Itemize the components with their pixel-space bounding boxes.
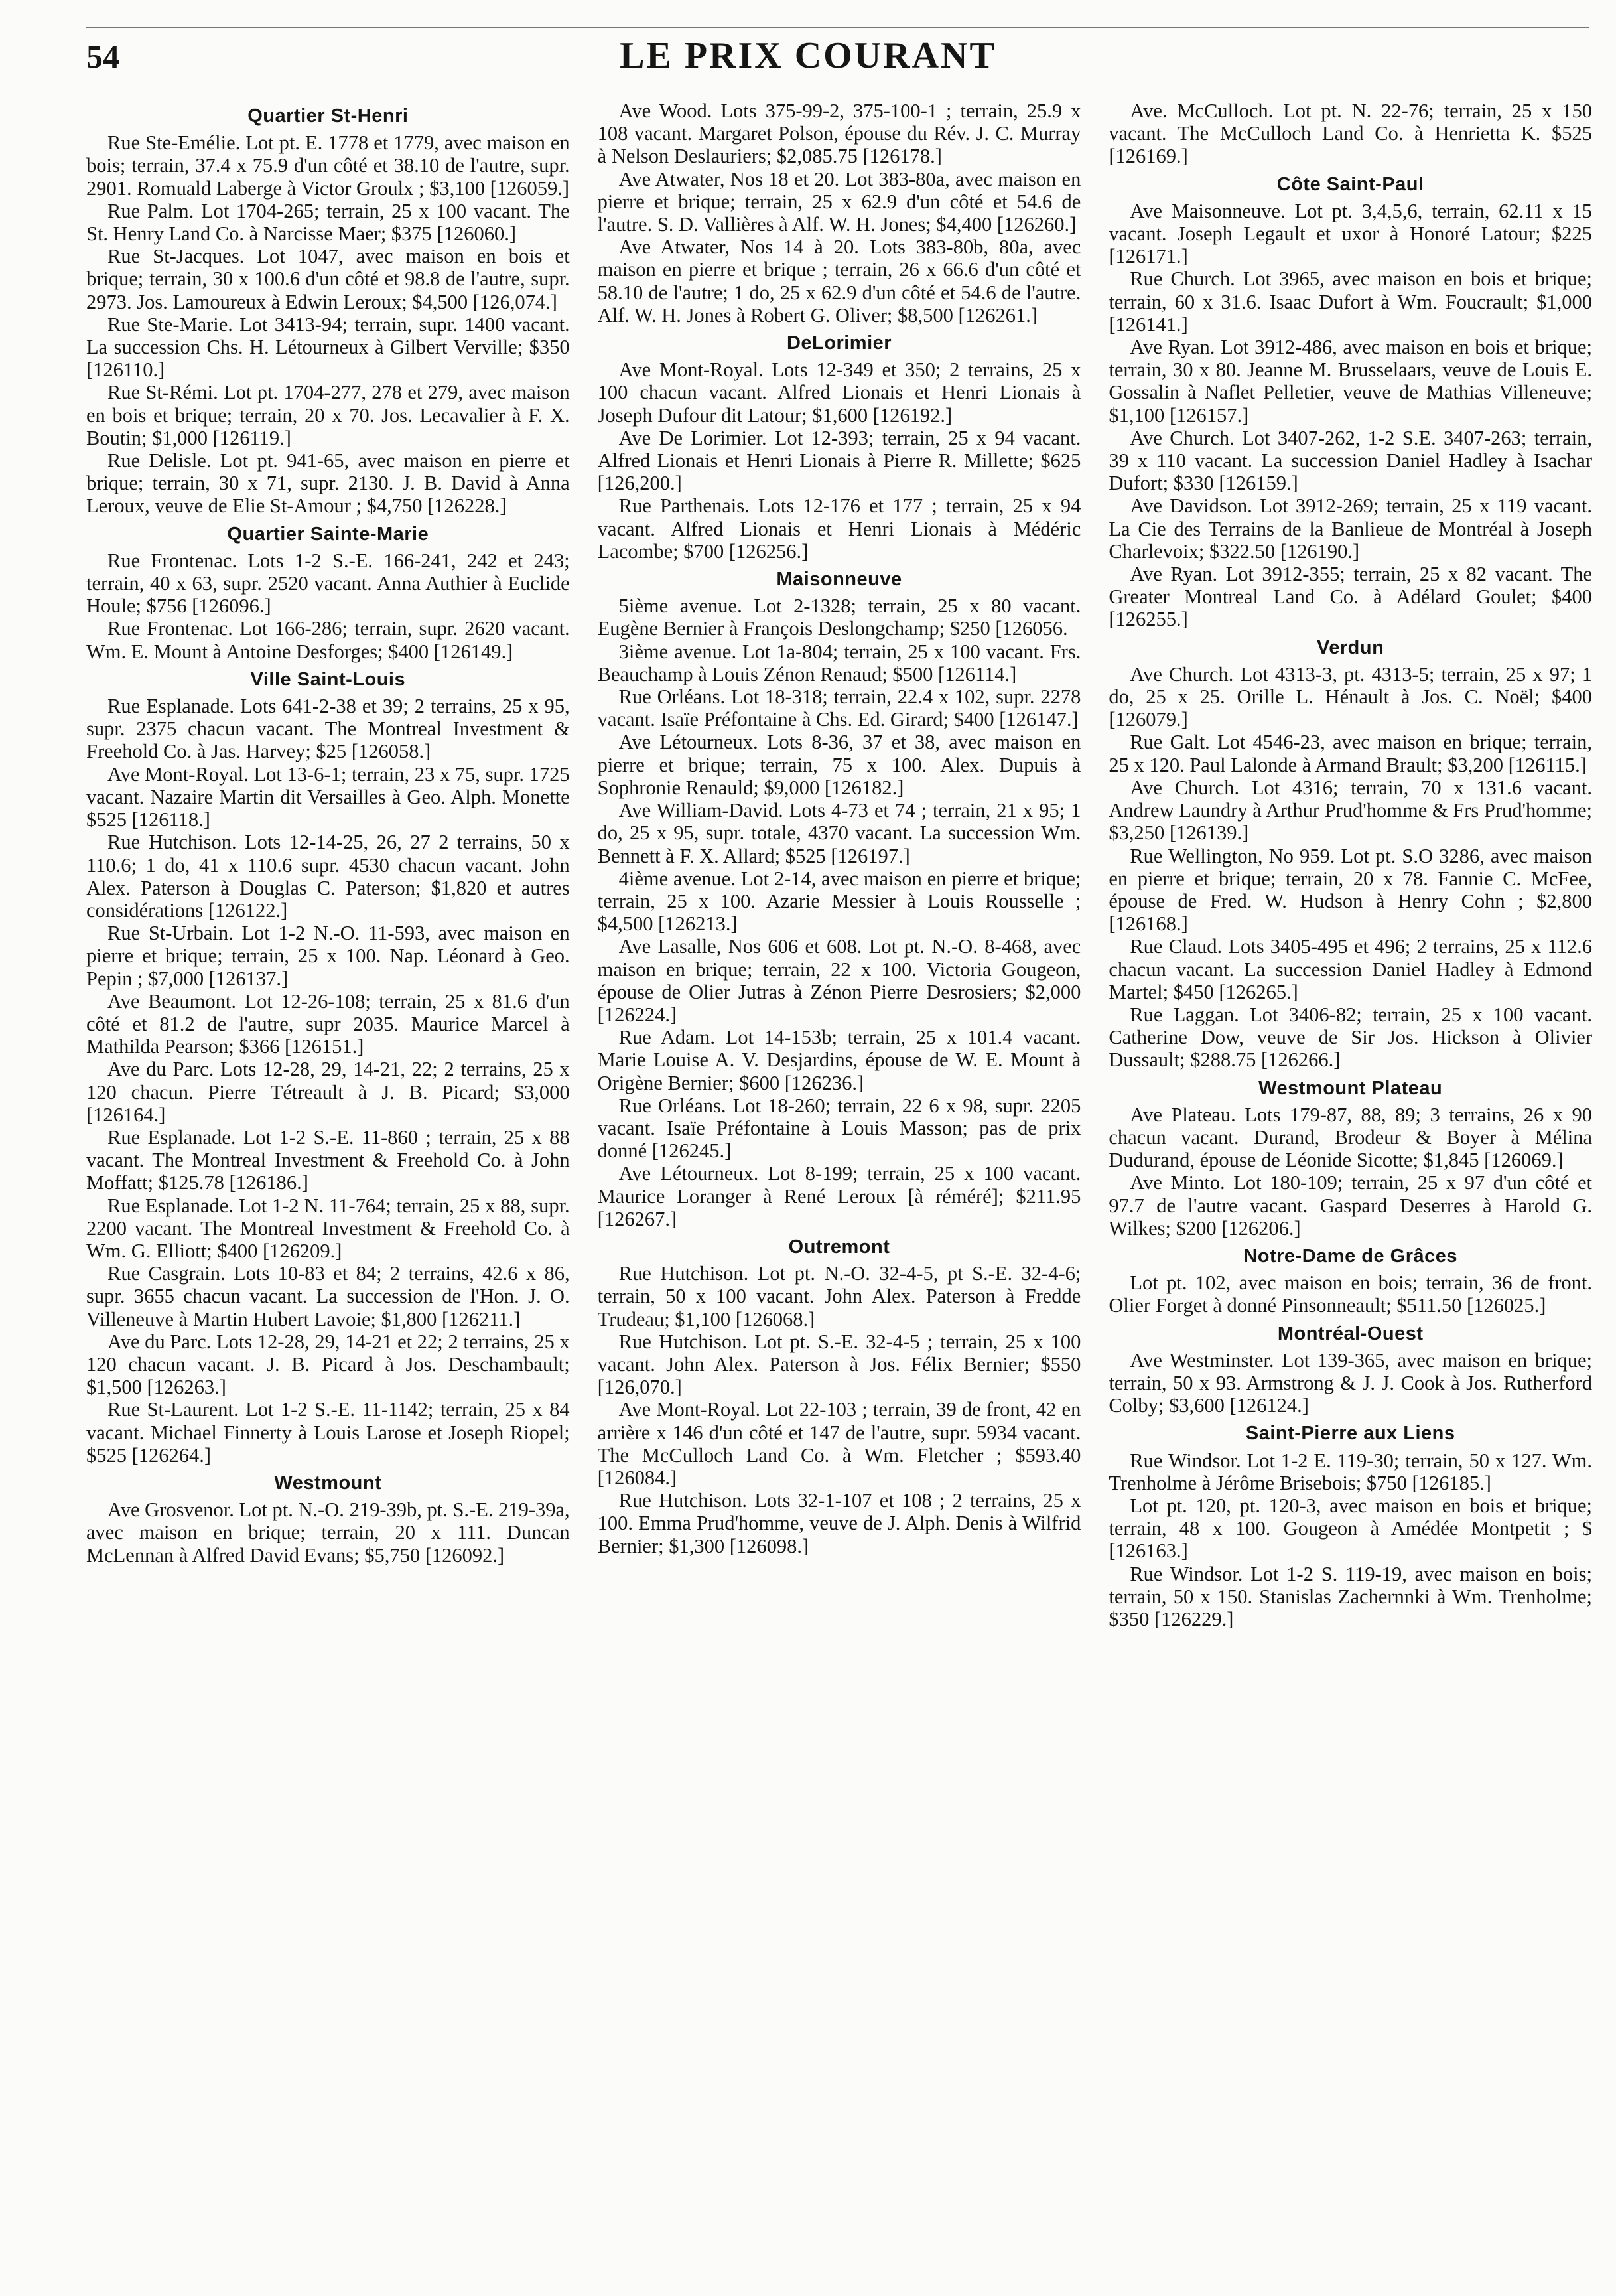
section-heading: Montréal-Ouest	[1277, 1323, 1424, 1344]
listing-entry: Ave Minto. Lot 180-109; terrain, 25 x 97 d'un côté et 97.7 de l'autre vacant. Gaspard Deserres à Harold G. Wilkes; $200 [126206.]	[1109, 1171, 1593, 1240]
listing-entry: Rue Galt. Lot 4546-23, avec maison en brique; terrain, 25 x 120. Paul Lalonde à Armand Brault; $3,200 [126115.]	[1109, 731, 1593, 776]
listing-entry: Rue St-Jacques. Lot 1047, avec maison en bois et brique; terrain, 30 x 100.6 d'un côté et 98.8 de l'autre, supr. 2973. Jos. Lamoureux à Edwin Leroux; $4,500 [126,074.]	[86, 245, 570, 313]
listing-entry: Rue Casgrain. Lots 10-83 et 84; 2 terrains, 42.6 x 86, supr. 3655 chacun vacant. La succession de l'Hon. J. O. Villeneuve à Martin Hubert Lavoie; $1,800 [126211.]	[86, 1262, 570, 1330]
listing-entry: Lot pt. 102, avec maison en bois; terrain, 36 de front. Olier Forget à donné Pinsonneault; $511.50 [126025.]	[1109, 1271, 1593, 1317]
section-heading: Westmount Plateau	[1258, 1077, 1443, 1099]
listing-entry: Ave Church. Lot 4316; terrain, 70 x 131.6 vacant. Andrew Laundry à Arthur Prud'homme & Frs Prud'homme; $3,250 [126139.]	[1109, 776, 1593, 845]
listing-entry: Rue Esplanade. Lots 641-2-38 et 39; 2 terrains, 25 x 95, supr. 2375 chacun vacant. The Montreal Investment & Freehold Co. à Jas. Harvey; $25 [126058.]	[86, 695, 570, 763]
listing-entry: Ave Wood. Lots 375-99-2, 375-100-1 ; terrain, 25.9 x 108 vacant. Margaret Polson, épouse du Rév. J. C. Murray à Nelson Deslauriers; $2,085.75 [126178.]	[597, 100, 1081, 168]
listing-entry: Ave. McCulloch. Lot pt. N. 22-76; terrain, 25 x 150 vacant. The McCulloch Land Co. à Henrietta K. $525 [126169.]	[1109, 100, 1593, 168]
section-heading: Saint-Pierre aux Liens	[1245, 1423, 1455, 1445]
listing-entry: Ave du Parc. Lots 12-28, 29, 14-21, 22; 2 terrains, 25 x 120 chacun. Pierre Tétreault à J. B. Picard; $3,000 [126164.]	[86, 1058, 570, 1126]
listing-entry: Ave Létourneux. Lot 8-199; terrain, 25 x 100 vacant. Maurice Loranger à René Leroux [à réméré]; $211.95 [126267.]	[597, 1162, 1081, 1230]
listing-entry: Rue Parthenais. Lots 12-176 et 177 ; terrain, 25 x 94 vacant. Alfred Lionais et Henri Lionais à Médéric Lacombe; $700 [126256.]	[597, 494, 1081, 563]
columns	[86, 100, 1592, 2276]
listing-entry: 3ième avenue. Lot 1a-804; terrain, 25 x 100 vacant. Frs. Beauchamp à Louis Zénon Renaud; $500 [126114.]	[597, 640, 1081, 685]
page-number: 54	[86, 38, 119, 75]
page-title: LE PRIX COURANT	[620, 35, 996, 76]
listing-entry: 4ième avenue. Lot 2-14, avec maison en pierre et brique; terrain, 25 x 100. Azarie Messier à Louis Rousselle ; $4,500 [126213.]	[597, 867, 1081, 936]
section-heading: Notre-Dame de Grâces	[1243, 1245, 1458, 1267]
listing-entry: Rue Orléans. Lot 18-318; terrain, 22.4 x 102, supr. 2278 vacant. Isaïe Préfontaine à Chs. Ed. Girard; $400 [126147.]	[597, 685, 1081, 731]
listing-entry: Ave du Parc. Lots 12-28, 29, 14-21 et 22; 2 terrains, 25 x 120 chacun vacant. J. B. Picard à Jos. Deschambault; $1,500 [126263.]	[86, 1330, 570, 1399]
listing-entry: Rue Windsor. Lot 1-2 E. 119-30; terrain, 50 x 127. Wm. Trenholme à Jérôme Brisebois; $750 [126185.]	[1109, 1449, 1593, 1494]
listing-entry: 5ième avenue. Lot 2-1328; terrain, 25 x 80 vacant. Eugène Bernier à François Deslongchamp; $250 [126056.	[597, 595, 1081, 640]
listing-entry: Rue Hutchison. Lot pt. S.-E. 32-4-5 ; terrain, 25 x 100 vacant. John Alex. Paterson à Jos. Félix Bernier; $550 [126,070.]	[597, 1330, 1081, 1399]
listing-entry: Rue Frontenac. Lots 1-2 S.-E. 166-241, 242 et 243; terrain, 40 x 63, supr. 2520 vacant. Anna Authier à Euclide Houle; $756 [126096.]	[86, 549, 570, 618]
listing-entry: Rue Laggan. Lot 3406-82; terrain, 25 x 100 vacant. Catherine Dow, veuve de Sir Jos. Hickson à Olivier Dussault; $288.75 [126266.]	[1109, 1003, 1593, 1072]
listing-entry: Ave Létourneux. Lots 8-36, 37 et 38, avec maison en pierre et brique; terrain, 75 x 100. Alex. Dupuis à Sophronie Renauld; $9,000 [126182.]	[597, 731, 1081, 799]
listing-entry: Rue Ste-Emélie. Lot pt. E. 1778 et 1779, avec maison en bois; terrain, 37.4 x 75.9 d'un côté et 38.10 de l'autre, supr. 2901. Romuald Laberge à Victor Groulx ; $3,100 [126059.]	[86, 131, 570, 200]
listing-entry: Ave Mont-Royal. Lots 12-349 et 350; 2 terrains, 25 x 100 chacun vacant. Alfred Lionais et Henri Lionais à Joseph Dufour dit Latour; $1,600 [126192.]	[597, 358, 1081, 427]
section-heading: Outremont	[788, 1236, 890, 1257]
listing-entry: Rue Orléans. Lot 18-260; terrain, 22 6 x 98, supr. 2205 vacant. Isaïe Préfontaine à Louis Masson; pas de prix donné [126245.]	[597, 1094, 1081, 1163]
listing-entry: Rue Palm. Lot 1704-265; terrain, 25 x 100 vacant. The St. Henry Land Co. à Narcisse Maer; $375 [126060.]	[86, 199, 570, 246]
listing-entry: Ave Plateau. Lots 179-87, 88, 89; 3 terrains, 26 x 90 chacun vacant. Durand, Brodeur & Boyer à Mélina Dudurand, épouse de Léonide Sicotte; $1,845 [126069.]	[1109, 1103, 1593, 1172]
listing-entry: Rue Ste-Marie. Lot 3413-94; terrain, supr. 1400 vacant. La succession Chs. H. Létourneux à Gilbert Verville; $350 [126110.]	[86, 313, 570, 382]
column-2	[598, 100, 1081, 2276]
listing-entry: Rue Windsor. Lot 1-2 S. 119-19, avec maison en bois; terrain, 50 x 150. Stanislas Zachernnki à Wm. Trenholme; $350 [126229.]	[1109, 1562, 1593, 1630]
listing-entry: Rue Adam. Lot 14-153b; terrain, 25 x 101.4 vacant. Marie Louise A. V. Desjardins, épouse de W. E. Mount à Origène Bernier; $600 [126236.]	[597, 1026, 1081, 1094]
section-heading: Quartier St-Henri	[247, 106, 409, 127]
listing-entry: Rue Esplanade. Lot 1-2 S.-E. 11-860 ; terrain, 25 x 88 vacant. The Montreal Investment & Freehold Co. à John Moffatt; $125.78 [126186.]	[86, 1125, 570, 1194]
listing-entry: Ave Ryan. Lot 3912-355; terrain, 25 x 82 vacant. The Greater Montreal Land Co. à Adélard Goulet; $400 [126255.]	[1109, 563, 1593, 631]
listing-entry: Rue Hutchison. Lot pt. N.-O. 32-4-5, pt S.-E. 32-4-6; terrain, 50 x 100 vacant. John Alex. Paterson à Fredde Trudeau; $1,100 [126068.]	[597, 1262, 1081, 1330]
listing-entry: Rue Delisle. Lot pt. 941-65, avec maison en pierre et brique; terrain, 30 x 71, supr. 2130. J. B. David à Anna Leroux, veuve de Elie St-Amour ; $4,750 [126228.]	[86, 449, 570, 518]
top-rule	[86, 27, 1589, 28]
listing-entry: Ave Grosvenor. Lot pt. N.-O. 219-39b, pt. S.-E. 219-39a, avec maison en brique; terrain, 20 x 111. Duncan McLennan à Alfred David Evans; $5,750 [126092.]	[86, 1498, 570, 1567]
listing-entry: Ave Atwater, Nos 18 et 20. Lot 383-80a, avec maison en pierre et brique; terrain, 25 x 62.9 d'un côté et 54.6 de l'autre. S. D. Vallières à Alf. W. H. Jones; $4,400 [126260.]	[597, 167, 1081, 236]
listing-entry: Rue Frontenac. Lot 166-286; terrain, supr. 2620 vacant. Wm. E. Mount à Antoine Desforges; $400 [126149.]	[86, 617, 570, 663]
listing-entry: Rue Church. Lot 3965, avec maison en bois et brique; terrain, 60 x 31.6. Isaac Dufort à Wm. Foucrault; $1,000 [126141.]	[1109, 267, 1593, 336]
listing-entry: Rue St-Urbain. Lot 1-2 N.-O. 11-593, avec maison en pierre et brique; terrain, 25 x 100. Nap. Léonard à Geo. Pepin ; $7,000 [126137.]	[86, 922, 570, 990]
listing-entry: Ave Davidson. Lot 3912-269; terrain, 25 x 119 vacant. La Cie des Terrains de la Banlieue de Montréal à Joseph Charlevoix; $322.50 [126190.]	[1109, 494, 1593, 563]
section-heading: Quartier Sainte-Marie	[227, 523, 429, 545]
section-heading: Maisonneuve	[776, 569, 902, 591]
listing-entry: Ave Ryan. Lot 3912-486, avec maison en bois et brique; terrain, 30 x 80. Jeanne M. Brusselaars, veuve de Louis E. Gossalin à Naflet Pelletier, veuve de Mathias Villeneuve; $1,100 [126157.]	[1109, 336, 1593, 427]
section-heading: DeLorimier	[786, 332, 892, 354]
listing-entry: Ave William-David. Lots 4-73 et 74 ; terrain, 21 x 95; 1 do, 25 x 95, supr. totale, 4370 vacant. La succession Wm. Bennett à F. X. Allard; $525 [126197.]	[597, 799, 1081, 867]
section-heading: Côte Saint-Paul	[1276, 173, 1424, 195]
listing-entry: Ave De Lorimier. Lot 12-393; terrain, 25 x 94 vacant. Alfred Lionais et Henri Lionais à Pierre R. Millette; $625 [126,200.]	[597, 426, 1081, 495]
listing-entry: Rue Esplanade. Lot 1-2 N. 11-764; terrain, 25 x 88, supr. 2200 vacant. The Montreal Investment & Freehold Co. à Wm. G. Elliott; $400 [126209.]	[86, 1194, 570, 1262]
column-3	[1109, 100, 1592, 2276]
listing-entry: Ave Church. Lot 3407-262, 1-2 S.E. 3407-263; terrain, 39 x 110 vacant. La succession Daniel Hadley à Isachar Dufort; $330 [126159.]	[1109, 426, 1593, 495]
listing-entry: Rue St-Laurent. Lot 1-2 S.-E. 11-1142; terrain, 25 x 84 vacant. Michael Finnerty à Louis Larose et Joseph Riopel; $525 [126264.]	[86, 1398, 570, 1467]
listing-entry: Ave Atwater, Nos 14 à 20. Lots 383-80b, 80a, avec maison en pierre et brique ; terrain, 26 x 66.6 d'un côté et 58.10 de l'autre; 1 do, 25 x 62.9 d'un côté et 54.6 de l'autre. Alf. W. H. Jones à Robert G. Oliver; $8,500 [126261.]	[597, 236, 1081, 326]
listing-entry: Ave Mont-Royal. Lot 22-103 ; terrain, 39 de front, 42 en arrière x 146 d'un côté et 147 de l'autre, supr. 5934 vacant. The McCulloch Land Co. à Wm. Fletcher ; $593.40 [126084.]	[597, 1398, 1081, 1489]
listing-entry: Rue Hutchison. Lots 32-1-107 et 108 ; 2 terrains, 25 x 100. Emma Prud'homme, veuve de J. Alph. Denis à Wilfrid Bernier; $1,300 [126098.]	[597, 1489, 1081, 1557]
listing-entry: Ave Lasalle, Nos 606 et 608. Lot pt. N.-O. 8-468, avec maison en brique; terrain, 22 x 100. Victoria Gougeon, épouse de Olier Jutras à Zénon Pierre Desrosiers; $2,000 [126224.]	[597, 935, 1081, 1026]
listing-entry: Rue Wellington, No 959. Lot pt. S.O 3286, avec maison en pierre et brique; terrain, 20 x 78. Fannie C. McFee, épouse de Fred. W. Hudson à Henry Cohn ; $2,800 [126168.]	[1109, 844, 1593, 936]
column-1	[86, 100, 570, 2276]
section-heading: Westmount	[274, 1472, 382, 1494]
page-header	[0, 0, 1616, 100]
listing-entry: Ave Westminster. Lot 139-365, avec maison en brique; terrain, 50 x 93. Armstrong & J. J. Cook à Jos. Rutherford Colby; $3,600 [126124.]	[1109, 1348, 1593, 1417]
listing-entry: Ave Church. Lot 4313-3, pt. 4313-5; terrain, 25 x 97; 1 do, 25 x 25. Orille L. Hénault à Jos. C. Noël; $400 [126079.]	[1109, 662, 1593, 731]
section-heading: Verdun	[1317, 636, 1384, 658]
listing-entry: Rue Hutchison. Lots 12-14-25, 26, 27 2 terrains, 50 x 110.6; 1 do, 41 x 110.6 supr. 4530 chacun vacant. John Alex. Paterson à Douglas C. Paterson; $1,820 et autres considérations [126122.]	[86, 831, 570, 922]
listing-entry: Ave Beaumont. Lot 12-26-108; terrain, 25 x 81.6 d'un côté et 81.2 de l'autre, supr 2035. Maurice Marcel à Mathilda Pearson; $366 [126151.]	[86, 989, 570, 1058]
listing-entry: Lot pt. 120, pt. 120-3, avec maison en bois et brique; terrain, 48 x 100. Gougeon à Amédée Montpetit ; $ [126163.]	[1109, 1494, 1593, 1563]
listing-entry: Ave Mont-Royal. Lot 13-6-1; terrain, 23 x 75, supr. 1725 vacant. Nazaire Martin dit Versailles à Geo. Alph. Monette $525 [126118.]	[86, 762, 570, 831]
listing-entry: Rue St-Rémi. Lot pt. 1704-277, 278 et 279, avec maison en bois et brique; terrain, 20 x 70. Jos. Lecavalier à F. X. Boutin; $1,000 [126119.]	[86, 381, 570, 449]
listing-entry: Rue Claud. Lots 3405-495 et 496; 2 terrains, 25 x 112.6 chacun vacant. La succession Daniel Hadley à Edmond Martel; $450 [126265.]	[1109, 935, 1593, 1003]
section-heading: Ville Saint-Louis	[250, 668, 406, 690]
listing-entry: Ave Maisonneuve. Lot pt. 3,4,5,6, terrain, 62.11 x 15 vacant. Joseph Legault et uxor à Honoré Latour; $225 [126171.]	[1109, 199, 1593, 268]
